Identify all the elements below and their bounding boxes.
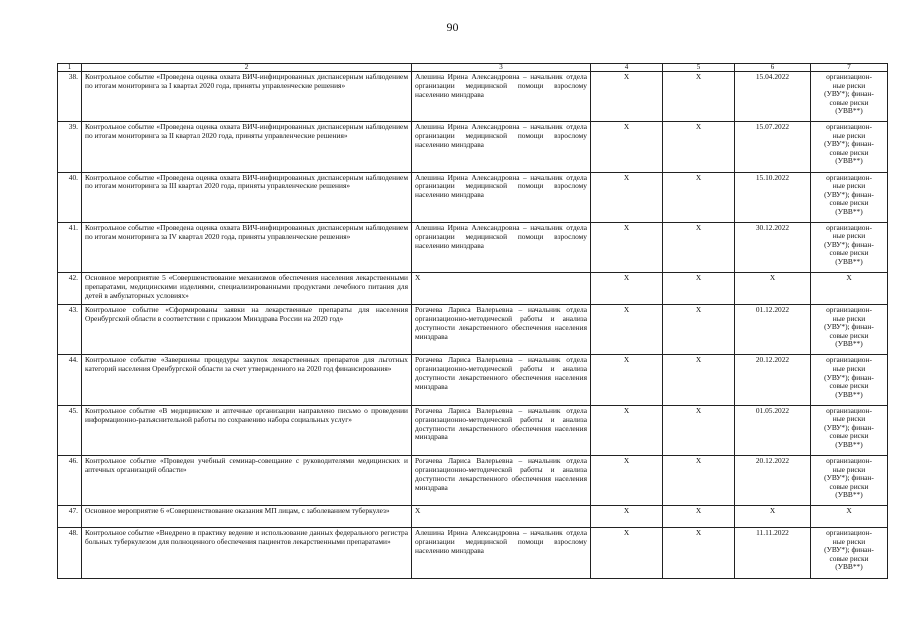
responsible-person-cell: Алешина Ирина Александровна – начальник отдела организации медицинской помощи взрослому населению минздрава [412,72,591,122]
risk-text-line: организацион- [826,305,872,315]
deadline-date-cell: 15.07.2022 [735,122,811,172]
responsible-person-cell: Рогачева Лариса Валерьевна – начальник отдела организационно-методической работы и анализа доступности лекарственного обеспечения населения минздрава [412,405,591,455]
risk-text-line: организацион- [826,172,872,182]
table-row [58,273,888,305]
column-5-cell: X [663,456,735,506]
deadline-date-cell: 01.05.2022 [735,405,811,455]
table-row [58,172,888,222]
risk-text-line: совые риски [829,198,869,208]
row-number-cell: 41. [58,222,82,272]
deadline-date-cell: 01.12.2022 [735,305,811,355]
column-5-cell: X [663,355,735,405]
risk-text-line: ные риски [832,181,866,191]
risk-cell [811,528,888,578]
column-number: 4 [591,64,663,72]
risk-text-line: ные риски [832,414,866,424]
column-4-cell: X [591,172,663,222]
table-row [58,528,888,578]
column-4-cell: X [591,506,663,528]
column-4-cell: X [591,305,663,355]
responsible-person-cell: Рогачева Лариса Валерьевна – начальник отдела организационно-методической работы и анализа доступности лекарственного обеспечения населения минздрава [412,355,591,405]
column-5-cell: X [663,506,735,528]
deadline-date-cell: 20.12.2022 [735,456,811,506]
risk-text-line: (УВВ**) [835,106,863,116]
risk-text-line: (УВВ**) [835,562,863,572]
risk-text-line: (УВВ**) [835,439,863,449]
column-number: 6 [735,64,811,72]
risk-text-line: (УВУ*); финан- [824,239,874,249]
column-4-cell: X [591,405,663,455]
activity-name-cell: Контрольное событие «Проведена оценка охвата ВИЧ-инфицированных диспансерным наблюдением по итогам мониторинга за III квартал 2020 года, приняты управленческие решения» [82,172,412,222]
risk-text-line: организацион- [826,528,872,538]
column-4-cell: X [591,72,663,122]
risk-text-line: ные риски [832,130,866,140]
activity-name-cell: Контрольное событие «Внедрено в практику ведение и использование данных федерального регистра больных туберкулезом для полноценного обеспечения пациентов лекарственными препаратами» [82,528,412,578]
responsible-person-cell: Алешина Ирина Александровна – начальник отдела организации медицинской помощи взрослому населению минздрава [412,122,591,172]
responsible-person-cell: Алешина Ирина Александровна – начальник отдела организации медицинской помощи взрослому населению минздрава [412,172,591,222]
risk-text-line: организацион- [826,72,872,81]
column-5-cell: X [663,222,735,272]
row-number-cell: 45. [58,405,82,455]
risk-text-line: (УВВ**) [835,156,863,166]
risk-text-line: (УВУ*); финан- [824,473,874,483]
deadline-date-cell: X [735,506,811,528]
risk-text-line: ные риски [832,231,866,241]
column-4-cell: X [591,528,663,578]
risk-text-line: X [846,506,852,516]
risk-cell [811,172,888,222]
risk-text-line: ные риски [832,464,866,474]
row-number-cell: 42. [58,273,82,305]
row-number-cell: 48. [58,528,82,578]
risk-text-line: ные риски [832,364,866,373]
activity-name-cell: Контрольное событие «Сформированы заявки на лекарственные препараты для населения Оренбургской области в соответствии с приказом Минздрава России на 2020 год» [82,305,412,355]
activity-name-cell: Контрольное событие «Проведена оценка охвата ВИЧ-инфицированных диспансерным наблюдением по итогам мониторинга за I квартал 2020 года, приняты управленческие решения» [82,72,412,122]
activity-name-cell: Контрольное событие «В медицинские и аптечные организации направлено письмо о проведении информационно-разъяснительной работы по сохранению набора социальных услуг» [82,405,412,455]
risk-cell [811,273,888,305]
responsible-person-cell: X [412,273,591,305]
risk-text-line: совые риски [829,481,869,491]
responsible-person-cell: X [412,506,591,528]
row-number-cell: 40. [58,172,82,222]
column-4-cell: X [591,122,663,172]
table-row [58,222,888,272]
risk-text-line: ные риски [832,536,866,546]
risk-text-line: совые риски [829,147,869,157]
activity-name-cell: Контрольное событие «Проведен учебный семинар-совещание с руководителями медицинских и аптечных организаций области» [82,456,412,506]
responsible-person-cell: Алешина Ирина Александровна – начальник отдела организации медицинской помощи взрослому населению минздрава [412,222,591,272]
deadline-date-cell: 15.10.2022 [735,172,811,222]
deadline-date-cell: 20.12.2022 [735,355,811,405]
risk-text-line: (УВУ*); финан- [824,545,874,555]
risk-text-line: организацион- [826,222,872,232]
deadline-date-cell: 11.11.2022 [735,528,811,578]
risk-cell [811,305,888,355]
table-row [58,456,888,506]
column-4-cell: X [591,355,663,405]
risk-cell [811,72,888,122]
column-5-cell: X [663,72,735,122]
risk-text-line: организацион- [826,405,872,415]
row-number-cell: 43. [58,305,82,355]
risk-text-line: (УВУ*); финан- [824,422,874,432]
column-number: 5 [663,64,735,72]
risk-text-line: (УВВ**) [835,256,863,266]
column-5-cell: X [663,122,735,172]
risk-text-line: совые риски [829,248,869,258]
row-number-cell: 46. [58,456,82,506]
column-number: 3 [412,64,591,72]
table-row [58,72,888,122]
table-row [58,122,888,172]
risk-text-line: (УВУ*); финан- [824,139,874,149]
risk-cell [811,506,888,528]
risk-text-line: организацион- [826,122,872,132]
row-number-cell: 44. [58,355,82,405]
column-5-cell: X [663,305,735,355]
risk-text-line: (УВВ**) [835,339,863,349]
table-row [58,305,888,355]
column-number: 1 [58,64,82,72]
risk-text-line: (УВУ*); финан- [824,322,874,332]
column-5-cell: X [663,273,735,305]
activities-table [57,63,888,579]
risk-text-line: совые риски [829,431,869,441]
responsible-person-cell: Рогачева Лариса Валерьевна – начальник отдела организационно-методической работы и анализа доступности лекарственного обеспечения населения минздрава [412,305,591,355]
activity-name-cell: Контрольное событие «Проведена оценка охвата ВИЧ-инфицированных диспансерным наблюдением по итогам мониторинга за IV квартал 2020 года, приняты управленческие решения» [82,222,412,272]
table-row [58,355,888,405]
deadline-date-cell: X [735,273,811,305]
activity-name-cell: Контрольное событие «Завершены процедуры закупок лекарственных препаратов для льготных категорий населения Оренбургской области за счет утвержденного на 2020 год финансирования» [82,355,412,405]
risk-text-line: организацион- [826,456,872,466]
activity-name-cell: Основное мероприятие 5 «Совершенствование механизмов обеспечения населения лекарственными препаратами, медицинскими изделиями, специализированными продуктами лечебного питания для детей в амбулаторных условиях» [82,273,412,305]
column-4-cell: X [591,222,663,272]
responsible-person-cell: Алешина Ирина Александровна – начальник отдела организации медицинской помощи взрослому населению минздрава [412,528,591,578]
risk-text-line: совые риски [829,553,869,563]
column-5-cell: X [663,405,735,455]
risk-cell [811,122,888,172]
deadline-date-cell: 30.12.2022 [735,222,811,272]
risk-text-line: совые риски [829,381,869,391]
risk-text-line: (УВУ*); финан- [824,189,874,199]
risk-text-line: (УВУ*); финан- [824,89,874,99]
row-number-cell: 47. [58,506,82,528]
risk-cell [811,456,888,506]
page-number: 90 [446,20,459,34]
column-5-cell: X [663,528,735,578]
risk-text-line: ные риски [832,313,866,323]
risk-text-line: организацион- [826,355,872,365]
activity-name-cell: Основное мероприятие 6 «Совершенствование оказания МП лицам, с заболеванием туберкулез» [82,506,412,528]
risk-text-line: (УВВ**) [835,206,863,216]
column-4-cell: X [591,273,663,305]
column-number-header [58,64,888,72]
column-number: 2 [82,64,412,72]
row-number-cell: 38. [58,72,82,122]
deadline-date-cell: 15.04.2022 [735,72,811,122]
column-number: 7 [811,64,888,72]
risk-text-line: ные риски [832,80,866,90]
risk-cell [811,405,888,455]
activity-name-cell: Контрольное событие «Проведена оценка охвата ВИЧ-инфицированных диспансерным наблюдением по итогам мониторинга за II квартал 2020 года, приняты управленческие решения» [82,122,412,172]
risk-text-line: X [846,273,852,283]
risk-text-line: совые риски [829,97,869,107]
row-number-cell: 39. [58,122,82,172]
risk-cell [811,355,888,405]
table-row [58,405,888,455]
risk-text-line: (УВУ*); финан- [824,372,874,382]
column-5-cell: X [663,172,735,222]
risk-text-line: (УВВ**) [835,490,863,500]
responsible-person-cell: Рогачева Лариса Валерьевна – начальник отдела организационно-методической работы и анализа доступности лекарственного обеспечения населения минздрава [412,456,591,506]
table-row [58,506,888,528]
risk-cell [811,222,888,272]
risk-text-line: (УВВ**) [835,389,863,399]
risk-text-line: совые риски [829,330,869,340]
column-4-cell: X [591,456,663,506]
